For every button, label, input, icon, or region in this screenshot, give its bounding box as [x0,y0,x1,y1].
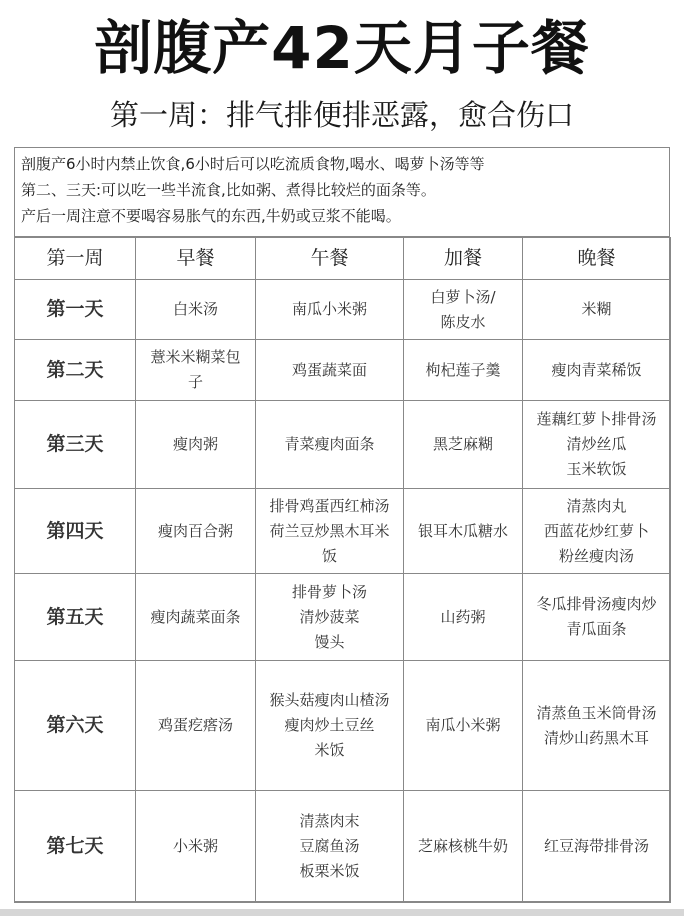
table-row [15,401,671,489]
dinner-cell [523,661,671,791]
header-week: 第一周 [15,238,136,280]
dish-text: 西蓝花炒红萝卜 [543,521,649,540]
header-lunch: 午餐 [256,238,404,280]
dish-text: 枸杞莲子羹 [425,360,501,379]
dish-text: 冬瓜排骨汤瘦肉炒 [536,595,657,613]
dish-text: 瘦肉粥 [172,435,218,453]
dinner-cell [523,574,671,661]
dish-text: 白米汤 [172,300,218,318]
breakfast-cell [136,489,256,574]
snack-cell [404,661,523,791]
day-label: 第五天 [15,574,136,661]
table-row [15,791,671,903]
dish-text: 莲藕红萝卜排骨汤 [536,410,657,428]
header-snack: 加餐 [404,238,523,280]
meal-table [14,237,671,903]
dish-text: 清炒菠菜 [299,607,360,626]
snack-cell [404,280,523,340]
dish-text: 陈皮水 [440,312,486,331]
dish-text: 白萝卜汤/ [430,287,496,306]
snack-cell [404,574,523,661]
bottom-strip [0,909,684,916]
dish-text: 馒头 [314,632,345,651]
dish-text: 荷兰豆炒黑木耳米 [269,521,390,540]
dish-text: 清炒丝瓜 [566,435,627,453]
page-title: 剖腹产42天月子餐 [94,14,590,82]
dish-text: 瘦肉炒土豆丝 [284,716,375,734]
table-row [15,489,671,574]
dish-text: 芝麻核桃牛奶 [417,837,508,855]
note-line: 第二、三天:可以吃一些半流食,比如粥、煮得比较烂的面条等。 [21,181,436,199]
lunch-cell [256,401,404,489]
dish-text: 子 [187,373,203,391]
day-label: 第三天 [15,401,136,489]
dish-text: 薏米米糊菜包 [150,348,241,366]
dish-text: 排骨鸡蛋西红柿汤 [269,496,390,515]
notes-box [15,148,669,237]
dish-text: 清蒸肉末 [299,812,360,830]
dish-text: 青瓜面条 [566,620,627,638]
dish-text: 米糊 [581,300,612,318]
dish-text: 猴头菇瘦肉山楂汤 [269,691,390,709]
table-row [15,340,671,401]
breakfast-cell [136,661,256,791]
dish-text: 银耳木瓜糖水 [417,521,508,540]
dish-text: 清蒸鱼玉米筒骨汤 [536,703,657,722]
lunch-cell [256,791,404,903]
note-line: 剖腹产6小时内禁止饮食,6小时后可以吃流质食物,喝水、喝萝卜汤等等 [21,155,485,173]
dish-text: 清蒸肉丸 [566,496,627,515]
page-subtitle: 第一周：排气排便排恶露，愈合伤口 [109,98,574,132]
breakfast-cell [136,340,256,401]
lunch-cell [256,280,404,340]
dinner-cell [523,791,671,903]
dish-text: 粉丝瘦肉汤 [558,546,634,565]
dish-text: 红豆海带排骨汤 [543,837,649,855]
day-label: 第二天 [15,340,136,401]
lunch-cell [256,489,404,574]
dish-text: 南瓜小米粥 [291,300,367,318]
table-row [15,574,671,661]
dish-text: 瘦肉百合粥 [157,521,233,540]
dish-text: 黑芝麻糊 [432,435,493,453]
table-header-row [15,238,671,280]
day-label: 第六天 [15,661,136,791]
dish-text: 玉米软饭 [566,460,627,478]
dish-text: 清炒山药黑木耳 [543,728,649,747]
dish-text: 排骨萝卜汤 [291,582,367,601]
dish-text: 瘦肉青菜稀饭 [551,360,642,379]
day-label: 第四天 [15,489,136,574]
snack-cell [404,489,523,574]
dish-text: 小米粥 [172,837,218,855]
breakfast-cell [136,791,256,903]
lunch-cell [256,340,404,401]
dish-text: 鸡蛋蔬菜面 [291,360,367,379]
dish-text: 板栗米饭 [299,862,360,880]
breakfast-cell [136,280,256,340]
dinner-cell [523,340,671,401]
snack-cell [404,340,523,401]
dinner-cell [523,489,671,574]
dish-text: 山药粥 [440,607,486,626]
dinner-cell [523,280,671,340]
note-line: 产后一周注意不要喝容易胀气的东西,牛奶或豆浆不能喝。 [21,207,401,225]
lunch-cell [256,661,404,791]
dish-text: 青菜瘦肉面条 [284,435,375,453]
breakfast-cell [136,401,256,489]
dish-text: 豆腐鱼汤 [299,837,360,855]
lunch-cell [256,574,404,661]
dish-text: 饭 [321,546,337,565]
table-row [15,280,671,340]
header-dinner: 晚餐 [523,238,671,280]
day-label: 第七天 [15,791,136,903]
snack-cell [404,791,523,903]
breakfast-cell [136,574,256,661]
dish-text: 南瓜小米粥 [425,716,501,734]
meal-plan-sheet [14,147,670,902]
dish-text: 鸡蛋疙瘩汤 [157,716,233,734]
snack-cell [404,401,523,489]
dish-text: 米饭 [314,741,345,759]
day-label: 第一天 [15,280,136,340]
dish-text: 瘦肉蔬菜面条 [150,607,241,626]
dinner-cell [523,401,671,489]
table-row [15,661,671,791]
header-breakfast: 早餐 [136,238,256,280]
